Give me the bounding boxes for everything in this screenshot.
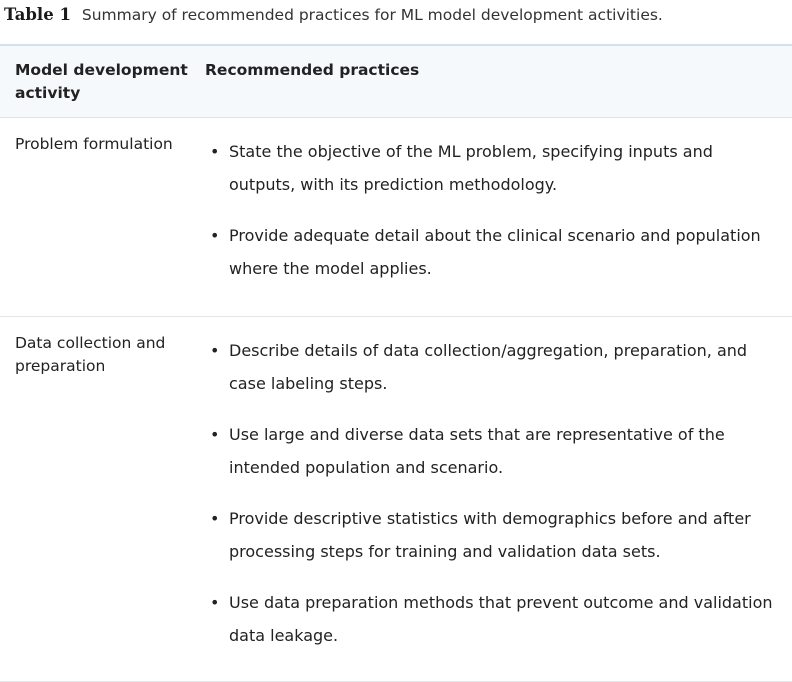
table-row (0, 317, 792, 682)
header-activity: Model development activity (15, 61, 188, 102)
bullet-icon: • (210, 142, 220, 161)
practice-text: Use large and diverse data sets that are representative of the intended population and scenario. (229, 425, 725, 477)
bullet-icon: • (210, 226, 220, 245)
header-practices: Recommended practices (205, 61, 420, 79)
practices-list (207, 334, 782, 670)
practices-list (207, 135, 782, 303)
practice-text: State the objective of the ML problem, specifying inputs and outputs, with its prediction methodology. (229, 142, 713, 194)
list-item (207, 334, 782, 400)
table-caption-text: Summary of recommended practices for ML model development activities. (81, 6, 663, 24)
list-item (207, 418, 782, 484)
table-caption (4, 5, 663, 24)
table-header (0, 44, 792, 118)
list-item (207, 219, 782, 285)
practice-text: Use data preparation methods that prevent outcome and validation data leakage. (229, 593, 773, 645)
bullet-icon: • (210, 341, 220, 360)
list-item (207, 586, 782, 652)
practice-text: Provide adequate detail about the clinical scenario and population where the model applies. (229, 226, 761, 278)
table-label: Table 1 (4, 5, 71, 24)
list-item (207, 135, 782, 201)
activity-cell: Data collection and preparation (15, 334, 166, 375)
activity-cell: Problem formulation (15, 135, 173, 153)
list-item (207, 502, 782, 568)
bullet-icon: • (210, 509, 220, 528)
bullet-icon: • (210, 425, 220, 444)
bullet-icon: • (210, 593, 220, 612)
practices-table (0, 44, 792, 682)
table-row (0, 118, 792, 317)
practice-text: Provide descriptive statistics with demographics before and after processing steps for training and validation data sets. (229, 509, 751, 561)
practice-text: Describe details of data collection/aggregation, preparation, and case labeling steps. (229, 341, 748, 393)
